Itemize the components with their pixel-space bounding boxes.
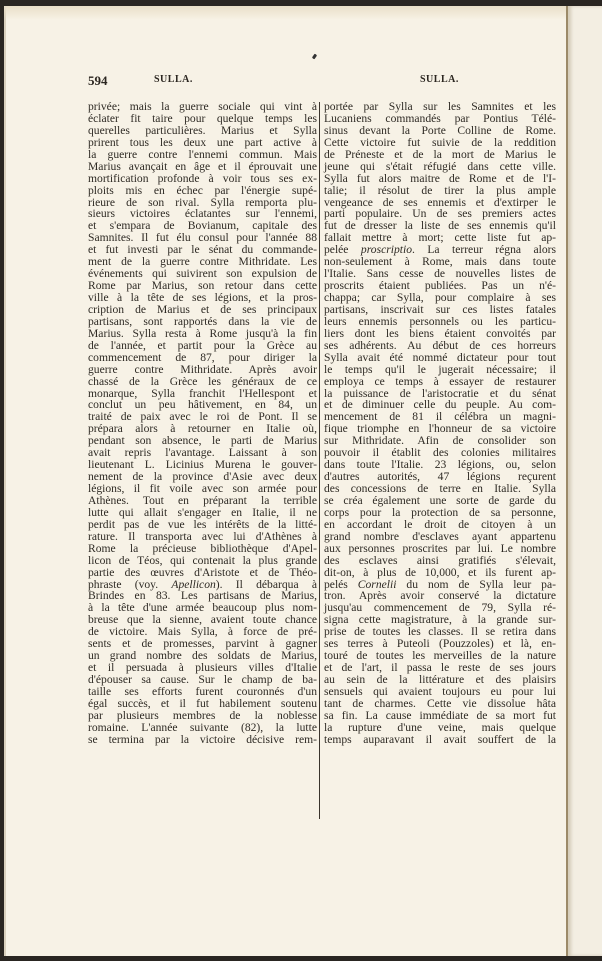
text-line: breuse que la sienne, avaient toute chance [88,613,317,627]
text-line: monarque, Sylla franchit l'Hellespont et [88,386,317,400]
text-line: tron. Après avoir conservé la dictature [324,589,556,603]
text-line: ville à la tête de ses légions, et la pros- [88,291,317,304]
text-line: commencement de 87, pour diriger la [88,350,317,364]
text-line: fique triomphe en l'honneur de sa victoire [324,422,556,436]
text-line: sur Mithridate. Afin de consolider son [324,434,556,448]
text-line: chassé de la Grèce les généraux de ce [88,374,317,388]
text-line: employa ce temps à essayer de restaurer [324,374,556,388]
text-line: romaine. L'année suivante (82), la lutte [88,720,317,734]
text-line: jeune qui s'était réfugié dans cette ville. [324,159,556,173]
text-line: ses terres à Puteoli (Pouzzoles) et là, en- [324,637,556,651]
text-line: d'épouser sa cause. Sur le champ de ba- [88,673,317,686]
text-line: aux personnes proscrites par lui. Le nombre [324,541,556,555]
text-line: ment de la guerre contre Mithridate. Les [88,255,317,269]
text-line: pelée proscriptio. La terreur régna alors [324,243,556,257]
text-line: fallait mettre à mort; cette liste fut ap- [324,231,556,245]
text-line: et il persuada à plusieurs villes d'Italie [88,661,317,675]
text-line: à la tête d'une armée beaucoup plus nom- [88,601,317,615]
page-number: 594 [88,73,108,88]
right-text-column [324,101,556,746]
italic-term: Apellicon [171,577,216,591]
text-line: pelés Cornelii du nom de Sylla leur pa- [324,577,556,591]
text-line: Sylla avait été nommé dictateur pour tout [324,350,556,364]
text-line: mortification profonde à voir tous ses ex- [88,171,317,185]
text-line: temps auparavant il avait souffert de la [324,732,556,746]
text-line: ploits mis en échec par l'énergie supé- [88,183,317,197]
text-line: fut de dresser la liste de ses ennemis qu'il [324,219,556,233]
text-line: la guerre contre l'ennemi commun. Mais [88,147,317,161]
text-line: et de l'art, il passa le reste de ses jours [324,661,556,675]
text-line: traité de paix avec le roi de Pont. Il se [88,410,317,424]
text-line: portée par Sylla sur les Samnites et les [324,100,556,113]
running-head-left: SULLA. [154,74,193,85]
text-line: des esclaves ainsi gratifiés s'élevait, [324,553,556,567]
text-line: se créa également une sorte de garde du [324,493,556,507]
left-text-column [88,101,317,746]
text-line: au sein de la littérature et des plaisirs [324,673,556,686]
text-line: ses adhérents. Au début de ces horreurs [324,338,556,352]
text-line: lutte qui allait s'engager en Italie, il ne [88,505,317,519]
text-line: éclater fit taire pour quelque temps les [88,111,317,125]
text-line: par plusieurs membres de la noblesse [88,708,317,722]
text-line: proscrits étaient publiées. Pas un n'é- [324,279,556,293]
text-line: sensuels qui avaient toujours eu pour lui [324,684,556,698]
text-line: non-seulement à Rome, mais dans toute [324,255,556,269]
text-line: corps pour la protection de sa personne, [324,505,556,519]
text-line: la rupture d'une veine, mais quelque [324,720,556,734]
text-line: de victoire. Mais Sylla, à force de pré- [88,625,317,639]
text-line: et s'empara de Bovianum, capitale des [88,219,317,233]
text-line: partisans, inscrivait sur ces listes fatales [324,302,556,316]
text-line: licon de Téos, qui contenait la plus grande [88,553,317,567]
text-line: un grand nombre des soldats de Marius, [88,649,317,663]
text-line: Lucaniens commandés par Pontius Télé- [324,111,556,125]
text-line: cription de Marius et de ses principaux [88,302,317,316]
text-line: tant de charmes. Cette vie dissolue hâta [324,696,556,710]
text-line: dit-on, à plus de 10,000, et ils furent ap- [324,565,556,579]
text-line: événements qui suivirent son expulsion de [88,267,317,281]
text-line: pendant son absence, le parti de Marius [88,434,317,448]
text-line: jusqu'au commencement de 79, Sylla ré- [324,601,556,615]
text-line: d'autres autorités, 47 légions reçurent [324,470,556,484]
text-line: de Préneste et de la mort de Marius le [324,147,556,161]
text-line: sents et de promesses, parvint à gagner [88,637,317,651]
text-line: signa cette magistrature, à la grande sur- [324,613,556,627]
text-line: le temps qu'il le jugerait nécessaire; il [324,362,556,376]
text-line: vengeance de ses ennemis et d'extirper le [324,195,556,209]
text-line: et de diminuer celle du peuple. Au com- [324,398,556,412]
text-line: nement de la province d'Asie avec deux [88,470,317,484]
italic-term: proscriptio [360,243,412,257]
text-line: et fut investi par le sénat du commande- [88,243,317,257]
text-line: pouvoir il établit des colonies militaires [324,446,556,460]
text-line: partisans, sont rapportés dans la vie de [88,314,317,328]
text-line: Samnites. Il fut élu consul pour l'année 88 [88,231,317,245]
text-line: avait repris l'avantage. Laissant à son [88,446,317,460]
text-line: mencement de 81 il célébra un magni- [324,410,556,424]
text-line: se termina par la victoire décisive rem- [88,732,317,746]
text-line: liers dont les biens étaient convoités par [324,326,556,340]
text-line: taille ses efforts furent couronnés d'un [88,684,317,698]
text-line: leurs ennemis personnels ou les particu- [324,314,556,328]
text-line: lieutenant L. Licinius Murena le gouver- [88,458,317,472]
running-head-right: SULLA. [420,74,459,85]
next-page-edge [566,6,602,956]
text-line: sa fin. La cause immédiate de sa mort fut [324,708,556,722]
italic-term: Cornelii [357,577,397,591]
text-line: phraste (voy. Apellicon). Il débarqua à [88,577,317,591]
text-line: Marius avançait en âge et il éprouvait une [88,159,317,173]
text-line: rieure de son rival. Sylla remporta plu- [88,195,317,209]
text-line: sieurs victoires éclatantes sur l'ennemi, [88,207,317,221]
text-line: talie; il résolut de tirer la plus ample [324,183,556,197]
text-line: conclut un peu hâtivement, en 84, un [88,398,317,412]
text-line: prépara alors à retourner en Italie où, [88,422,317,436]
text-line: guerre contre Mithridate. Après avoir [88,362,317,376]
text-line: égal succès, et il fut habilement soutenu [88,696,317,710]
text-line: Rome la précieuse bibliothèque d'Apel- [88,541,317,555]
text-line: prirent tous les deux une part active à [88,135,317,149]
text-line: privée; mais la guerre sociale qui vint à [88,100,317,113]
text-line: partie des œuvres d'Aristote et de Théo- [88,565,317,579]
text-line: chappa; car Sylla, pour complaire à ses [324,291,556,304]
text-line: querelles particulières. Marius et Sylla [88,123,317,137]
text-line: Brindes en 83. Les partisans de Marius, [88,589,317,603]
page-top-shadow [4,6,566,20]
text-line: touré de toutes les merveilles de la nature [324,649,556,663]
text-line: Marius. Sylla resta à Rome jusqu'à la fin [88,326,317,340]
text-line: de l'année, et partit pour la Grèce au [88,338,317,352]
text-line: rature. Il transporta avec lui d'Athènes à [88,529,317,543]
text-line: sinus devant la Porte Colline de Rome. [324,123,556,137]
text-line: perdit pas de vue les intérêts de la litté- [88,517,317,531]
text-line: Rome par Marius, son retour dans cette [88,279,317,293]
text-line: la puissance de l'aristocratie et du sénat [324,386,556,400]
page-header [88,73,556,87]
text-line: légions, il fit voile avec son armée pour [88,482,317,495]
text-line: Athènes. Tout en préparant la terrible [88,493,317,507]
text-line: en accordant le droit de citoyen à un [324,517,556,531]
text-line: dans toute l'Italie. 23 légions, ou, selon [324,458,556,472]
text-line: des concessions de terre en Italie. Sylla [324,482,556,495]
column-divider [319,102,320,819]
text-line: prise de toutes les classes. Il se retira dans [324,625,556,639]
text-line: grand nombre d'esclaves ayant appartenu [324,529,556,543]
text-line: Sylla fut alors maitre de Rome et de l'I- [324,171,556,185]
text-line: parti populaire. Un de ses premiers actes [324,207,556,221]
text-line: Cette victoire fut suivie de la reddition [324,135,556,149]
text-line: l'Italie. Sans cesse de nouvelles listes de [324,267,556,281]
